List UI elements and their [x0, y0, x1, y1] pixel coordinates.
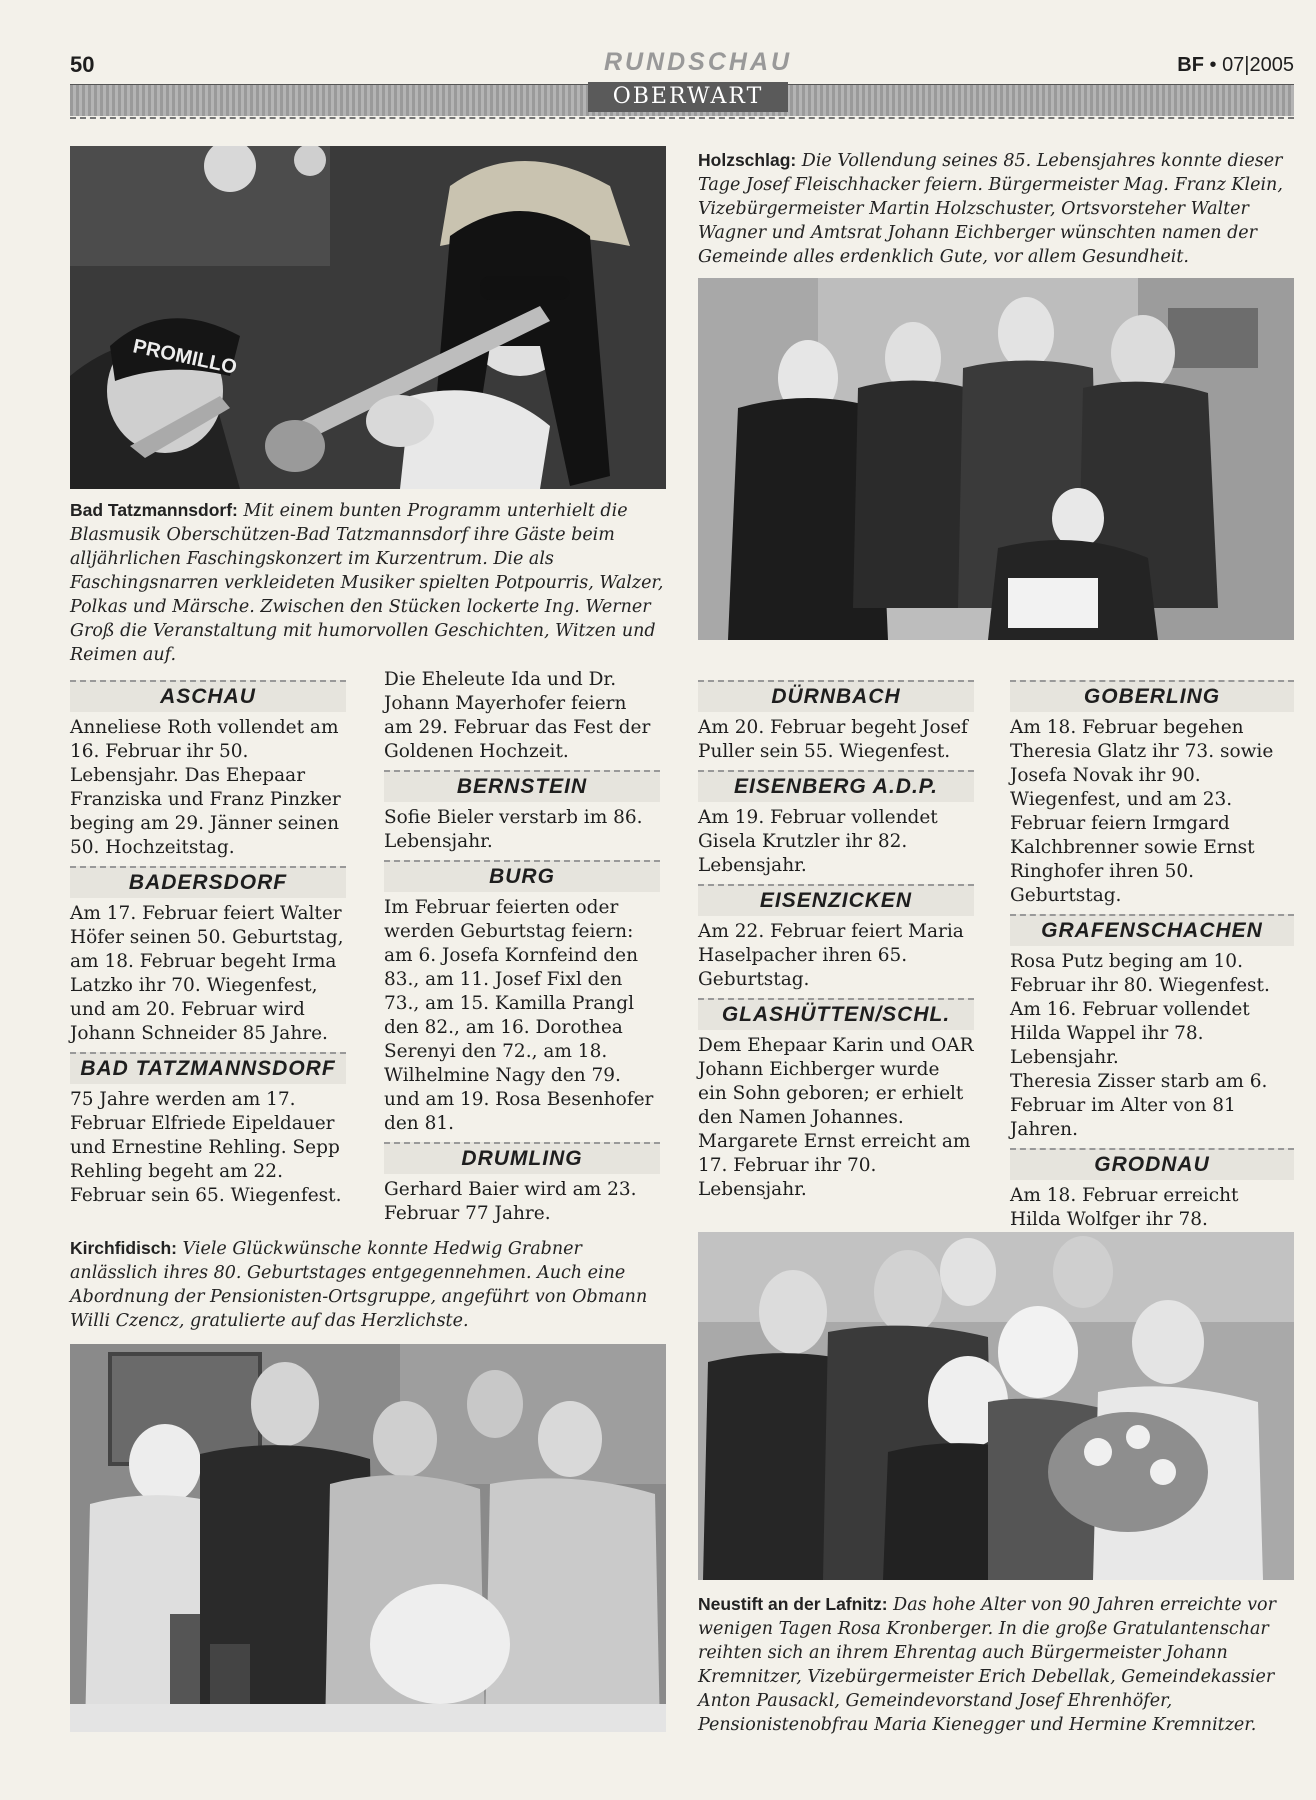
heading-grafenschachen: GRAFENSCHACHEN — [1010, 914, 1294, 946]
notice-grafenschachen-wappel: Am 16. Februar vollendet Hilda Wappel ihr 78. Lebensjahr. — [1010, 999, 1250, 1068]
caption-place: Holzschlag: — [698, 150, 797, 170]
notice-glashuetten-birth: Dem Ehepaar Karin und OAR Johann Eichberger wurde ein Sohn geboren; er erhielt den Namen Johannes. — [698, 1035, 974, 1128]
heading-glashuetten: GLASHÜTTEN/SCHL. — [698, 998, 974, 1030]
column-2 — [384, 668, 660, 1232]
notice-glashuetten-ernst: Margarete Ernst erreicht am 17. Februar ihr 70. Lebensjahr. — [698, 1131, 971, 1200]
heading-duernbach: DÜRNBACH — [698, 680, 974, 712]
notice-eisenberg: Am 19. Februar vollendet Gisela Krutzler ihr 82. Lebensjahr. — [698, 807, 938, 876]
caption-place: Bad Tatzmannsdorf: — [70, 500, 238, 520]
caption-text: Mit einem bunten Programm unterhielt die Blasmusik Oberschützen-Bad Tatzmannsdorf ihre Gäste beim alljährlichen Faschingskonzert im Kurzentrum. Die als Faschingsnarren verkleideten Musiker spielten Potpourris, Walzer, Polkas und Märsche. Zwischen den Stücken lockerte Ing. Werner Groß die Veranstaltung mit humorvollen Geschichten, Witzen und Reimen auf. — [70, 501, 664, 665]
issue-separator: • — [1209, 54, 1217, 76]
page-number: 50 — [70, 52, 95, 77]
notice-burg: Im Februar feierten oder werden Geburtstag feiern: am 6. Josefa Kornfeind den 83., am 11. Josef Fixl den 73., am 15. Kamilla Prangl den 82., am 16. Dorothea Serenyi den 72., am 18. Wilhelmine Nagy den 79. und am 19. Rosa Besenhofer den 81. — [384, 897, 654, 1134]
heading-burg: BURG — [384, 860, 660, 892]
column-4 — [1010, 680, 1294, 1262]
notice-grodnau: Am 18. Februar erreicht Hilda Wolfger ihr 78. — [1010, 1185, 1239, 1230]
heading-goberling: GOBERLING — [1010, 680, 1294, 712]
heading-bad-tatzmannsdorf: BAD TATZMANNSDORF — [70, 1052, 346, 1084]
photo-bad-tatzmannsdorf — [70, 146, 666, 489]
caption-text: Viele Glückwünsche konnte Hedwig Grabner anlässlich ihres 80. Geburtstages entgegennehmen. Auch eine Abordnung der Pensionisten-Ortsgruppe, angeführt von Obmann Willi Czencz, gratulierte auf das Herzlichste. — [70, 1239, 648, 1331]
heading-badersdorf: BADERSDORF — [70, 866, 346, 898]
issue-prefix: BF — [1177, 54, 1204, 76]
issue-info — [1177, 54, 1294, 77]
heading-eisenberg: EISENBERG A.D.P. — [698, 770, 974, 802]
issue-date: 07|2005 — [1222, 54, 1294, 76]
heading-drumling: DRUMLING — [384, 1142, 660, 1174]
heading-aschau: ASCHAU — [70, 680, 346, 712]
photo-holzschlag — [698, 278, 1294, 640]
caption-place: Kirchfidisch: — [70, 1238, 177, 1258]
notice-goberling: Am 18. Februar begehen Theresia Glatz ihr 73. sowie Josefa Novak ihr 90. Wiegenfest, und am 23. Februar feiern Irmgard Kalchbrenner sowie Ernst Ringhofer ihren 50. Geburtstag. — [1010, 717, 1274, 906]
header-rule — [70, 117, 1294, 119]
caption-bad-tatzmannsdorf — [70, 498, 666, 667]
heading-grodnau: GRODNAU — [1010, 1148, 1294, 1180]
heading-eisenzicken: EISENZICKEN — [698, 884, 974, 916]
magazine-title: RUNDSCHAU — [603, 48, 793, 76]
column-1 — [70, 680, 346, 1214]
notice-bad-tatzmannsdorf: 75 Jahre werden am 17. Februar Elfriede Eipeldauer und Ernestine Rehling. Sepp Rehling begeht am 22. Februar sein 65. Wiegenfest. — [70, 1089, 342, 1206]
hat-text: PROMILLO — [130, 335, 239, 379]
notice-grafenschachen-zisser: Theresia Zisser starb am 6. Februar im Alter von 81 Jahren. — [1010, 1071, 1268, 1140]
notice-aschau: Anneliese Roth vollendet am 16. Februar ihr 50. Lebensjahr. Das Ehepaar Franziska und Franz Pinzker beging am 29. Jänner seinen 50. Hochzeitstag. — [70, 717, 341, 858]
notice-duernbach: Am 20. Februar begeht Josef Puller sein 55. Wiegenfest. — [698, 717, 968, 762]
notice-bernstein: Sofie Bieler verstarb im 86. Lebensjahr. — [384, 807, 643, 852]
caption-kirchfidisch — [70, 1236, 666, 1333]
caption-neustift — [698, 1592, 1294, 1737]
caption-holzschlag — [698, 148, 1294, 269]
photo-kirchfidisch — [70, 1344, 666, 1732]
caption-text: Das hohe Alter von 90 Jahren erreichte vor wenigen Tagen Rosa Kronberger. In die große Gratulantenschar reihten sich an ihrem Ehrentag auch Bürgermeister Johann Kremnitzer, Vizebürgermeister Erich Debellak, Gemeindekassier Anton Pausackl, Gemeindevorstand Josef Ehrenhöfer, Pensionistenobfrau Maria Kienegger und Hermine Kremnitzer. — [698, 1595, 1276, 1735]
notice-grafenschachen-putz: Rosa Putz beging am 10. Februar ihr 80. Wiegenfest. — [1010, 951, 1270, 996]
notice-mayerhofer: Die Eheleute Ida und Dr. Johann Mayerhofer feiern am 29. Februar das Fest der Goldenen Hochzeit. — [384, 669, 651, 762]
caption-place: Neustift an der Lafnitz: — [698, 1594, 888, 1614]
section-title: OBERWART — [588, 82, 788, 112]
notice-badersdorf: Am 17. Februar feiert Walter Höfer seinen 50. Geburtstag, am 18. Februar begeht Irma Latzko ihr 70. Wiegenfest, und am 20. Februar wird Johann Schneider 85 Jahre. — [70, 903, 344, 1044]
heading-bernstein: BERNSTEIN — [384, 770, 660, 802]
notice-eisenzicken: Am 22. Februar feiert Maria Haselpacher ihren 65. Geburtstag. — [698, 921, 964, 990]
notice-drumling: Gerhard Baier wird am 23. Februar 77 Jahre. — [384, 1179, 637, 1224]
photo-neustift — [698, 1232, 1294, 1580]
column-3 — [698, 680, 974, 1208]
caption-text: Die Vollendung seines 85. Lebensjahres konnte dieser Tage Josef Fleischhacker feiern. Bürgermeister Mag. Franz Klein, Vizebürgermeister Martin Holzschuster, Ortsvorsteher Walter Wagner und Amtsrat Johann Eichberger wünschten namen der Gemeinde alles erdenklich Gute, vor allem Gesundheit. — [698, 151, 1283, 267]
